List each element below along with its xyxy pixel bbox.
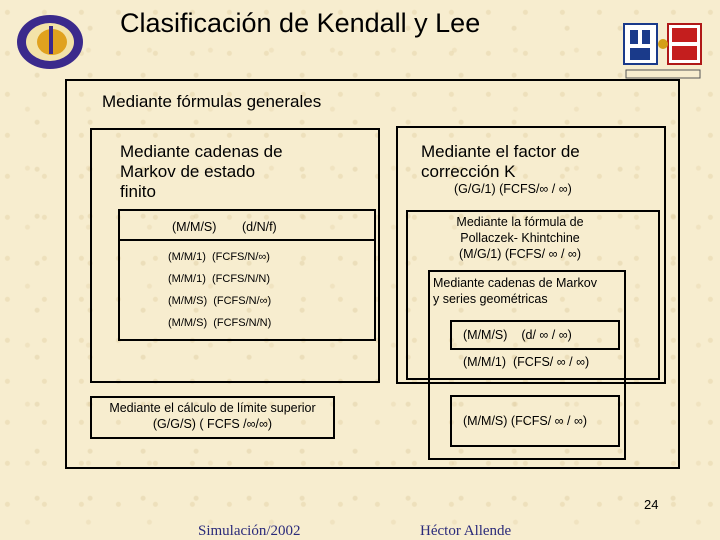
- table-row: (M/M/S) (FCFS/N/∞): [168, 295, 272, 307]
- markov-finite-label: Mediante cadenas de Markov de estado finito: [120, 142, 283, 201]
- footer-right: Héctor Allende: [420, 523, 512, 539]
- table-row: (M/M/1) (FCFS/N/N): [168, 273, 271, 285]
- table-row: (M/M/1) (FCFS/N/∞): [168, 251, 270, 263]
- geometric-series-label: Mediante cadenas de Markov y series geométricas: [433, 276, 597, 306]
- correction-factor-label: Mediante el factor de corrección K: [421, 142, 580, 181]
- markov-header-rule: [118, 239, 376, 241]
- pollaczek-label: Mediante la fórmula de Pollaczek- Khintchine (M/G/1) (FCFS/ ∞ / ∞): [456, 215, 584, 261]
- geometric-row-3: (M/M/S) (FCFS/ ∞ / ∞): [463, 414, 588, 428]
- markov-header-a: (M/M/S): [172, 220, 217, 234]
- page-title: Clasificación de Kendall y Lee: [120, 8, 481, 38]
- university-crest-icon: [622, 22, 704, 80]
- markov-header-b: (d/N/f): [242, 220, 277, 234]
- correction-factor-formula: (G/G/1) (FCFS/∞ / ∞): [454, 182, 572, 196]
- geometric-row-1: (M/M/S) (d/ ∞ / ∞): [463, 328, 572, 342]
- footer-left: Simulación/2002: [198, 523, 301, 539]
- page-number: 24: [644, 497, 659, 512]
- circle-logo-icon: [14, 12, 86, 72]
- upper-limit-label: Mediante el cálculo de límite superior (G/G/S) ( FCFS /∞/∞): [109, 401, 316, 431]
- table-row: (M/M/S) (FCFS/N/N): [168, 317, 272, 329]
- general-formulas-label: Mediante fórmulas generales: [102, 92, 322, 111]
- geometric-row-2: (M/M/1) (FCFS/ ∞ / ∞): [463, 355, 590, 369]
